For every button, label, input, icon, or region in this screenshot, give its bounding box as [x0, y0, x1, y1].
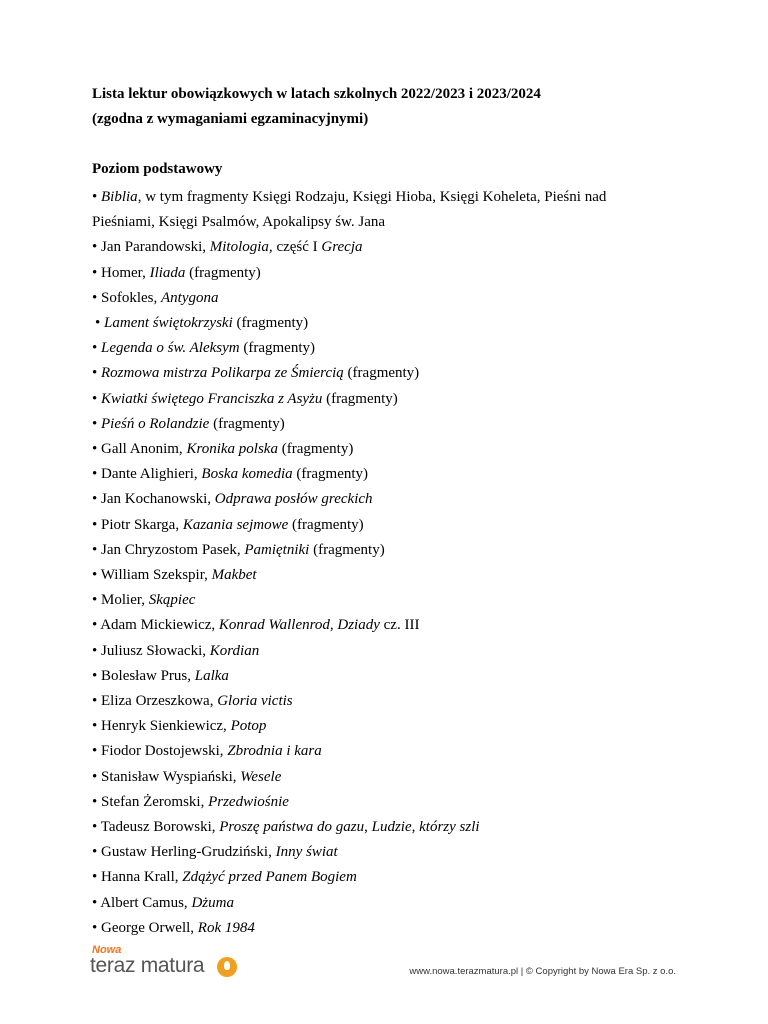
list-item — [92, 714, 692, 739]
list-bullet: • — [92, 844, 102, 861]
item-note: (fragmenty) — [277, 441, 354, 458]
list-bullet: • — [92, 919, 102, 936]
list-item — [92, 538, 692, 563]
item-title: Pieśń o Rolandzie — [101, 415, 210, 432]
list-bullet: • — [92, 592, 102, 609]
item-title: Makbet — [211, 567, 257, 584]
list-item — [92, 462, 692, 487]
list-item — [92, 664, 692, 689]
item-title: Kronika polska — [186, 441, 278, 458]
item-title: Odprawa posłów greckich — [214, 491, 373, 508]
item-title: Rozmowa mistrza Polikarpa ze Śmiercią — [101, 365, 344, 382]
item-title: Kordian — [209, 642, 260, 659]
item-author: Jan Parandowski, — [101, 239, 210, 256]
document-title: Lista lektur obowiązkowych w latach szkolnych 2022/2023 i 2023/2024 — [92, 86, 541, 102]
list-item — [92, 815, 692, 840]
item-title: Potop — [230, 718, 267, 735]
item-title: Lalka — [194, 667, 229, 684]
item-note: część I — [272, 239, 322, 256]
list-bullet: • — [92, 264, 102, 281]
item-note: (fragmenty) — [185, 264, 261, 281]
item-note: (fragmenty) — [288, 516, 364, 533]
list-bullet: • — [92, 415, 102, 432]
list-bullet: • — [92, 189, 102, 205]
item-note: (fragmenty) — [309, 541, 385, 558]
item-note: (fragmenty) — [292, 466, 369, 483]
item-author: Stanisław Wyspiański, — [101, 768, 241, 785]
list-item — [92, 765, 692, 790]
list-bullet: • — [92, 541, 102, 558]
list-bullet: • — [92, 743, 102, 760]
list-bullet: • — [92, 441, 102, 458]
item-note: (fragmenty) — [343, 365, 420, 382]
item-author: Gustaw Herling-Grudziński, — [101, 844, 276, 861]
item-title: Rok 1984 — [197, 919, 255, 936]
list-bullet: • — [92, 567, 101, 584]
list-bullet: • — [92, 819, 101, 836]
item-author: Tadeusz Borowski, — [100, 819, 220, 836]
item-title: Legenda o św. Aleksym — [101, 340, 240, 357]
list-bullet: • — [92, 869, 102, 886]
publisher-logo — [90, 944, 250, 984]
list-item — [92, 790, 692, 815]
list-item — [92, 336, 692, 361]
item-title: Zdążyć przed Panem Bogiem — [182, 869, 357, 886]
list-item — [92, 865, 692, 890]
item-note: (fragmenty) — [322, 390, 398, 407]
item-title: Lament świętokrzyski — [104, 315, 233, 332]
list-item — [92, 361, 692, 386]
logo-main-text: teraz matura — [90, 954, 205, 977]
item-title: Biblia — [101, 189, 138, 205]
item-title-second: Dziady — [337, 617, 380, 634]
logo-nowa-text: Nowa — [92, 944, 122, 956]
item-title: Pamiętniki — [244, 541, 310, 558]
list-item — [92, 563, 692, 588]
list-item — [92, 588, 692, 613]
item-author: Dante Alighieri, — [101, 466, 202, 483]
item-title: Zbrodnia i kara — [227, 743, 322, 760]
item-title-second: Grecja — [321, 239, 363, 256]
item-title: Kwiatki świętego Franciszka z Asyżu — [101, 390, 323, 407]
item-author: Jan Chryzostom Pasek, — [101, 541, 245, 558]
item-title: Skąpiec — [148, 592, 196, 609]
list-bullet: • — [92, 516, 102, 533]
list-bullet: • — [92, 390, 102, 407]
list-bullet: • — [92, 239, 102, 256]
list-bullet: • — [95, 315, 105, 332]
item-author: Piotr Skarga, — [101, 516, 183, 533]
item-title: Iliada — [149, 264, 186, 281]
item-note-second: cz. III — [379, 617, 420, 634]
item-author: William Szekspir, — [100, 567, 212, 584]
list-bullet: • — [92, 894, 101, 911]
list-bullet: • — [92, 793, 102, 810]
list-item — [92, 185, 652, 235]
list-item — [92, 311, 692, 336]
item-note: , — [364, 819, 372, 836]
reading-list — [92, 185, 692, 941]
item-author: Albert Camus, — [100, 894, 192, 911]
item-title: Mitologia, — [209, 239, 273, 256]
list-item — [92, 916, 692, 941]
lightbulb-icon — [217, 957, 237, 977]
list-item — [92, 513, 692, 538]
item-title: Dżuma — [191, 894, 234, 911]
item-title: Kazania sejmowe — [182, 516, 289, 533]
item-title: Przedwiośnie — [208, 793, 289, 810]
item-title: Boska komedia — [201, 466, 293, 483]
list-item — [92, 261, 692, 286]
item-author: Homer, — [101, 264, 150, 281]
list-item — [92, 639, 692, 664]
item-author: Bolesław Prus, — [101, 667, 195, 684]
footer-copyright: www.nowa.terazmatura.pl | © Copyright by Nowa Era Sp. z o.o. — [409, 966, 676, 977]
item-title: Konrad Wallenrod — [218, 617, 330, 634]
item-author: Eliza Orzeszkowa, — [101, 693, 218, 710]
list-item — [92, 412, 692, 437]
item-author: Henryk Sienkiewicz, — [101, 718, 231, 735]
list-item — [92, 689, 692, 714]
list-bullet: • — [92, 617, 101, 634]
section-heading: Poziom podstawowy — [92, 161, 223, 177]
list-bullet: • — [92, 466, 102, 483]
item-note: (fragmenty) — [239, 340, 315, 357]
item-author: Sofokles, — [101, 289, 162, 306]
item-author: Jan Kochanowski, — [101, 491, 215, 508]
item-author: Fiodor Dostojewski, — [101, 743, 228, 760]
list-bullet: • — [92, 289, 102, 306]
item-author: Adam Mickiewicz, — [100, 617, 219, 634]
list-item — [92, 840, 692, 865]
list-bullet: • — [92, 693, 102, 710]
list-item — [92, 286, 692, 311]
item-author: George Orwell, — [101, 919, 198, 936]
list-bullet: • — [92, 768, 102, 785]
item-title-second: Ludzie, którzy szli — [371, 819, 480, 836]
list-item — [92, 891, 692, 916]
list-bullet: • — [92, 667, 102, 684]
item-author: Hanna Krall, — [101, 869, 183, 886]
list-bullet: • — [92, 642, 102, 659]
list-item — [92, 487, 692, 512]
list-item — [92, 613, 692, 638]
list-item — [92, 739, 692, 764]
item-note: (fragmenty) — [209, 415, 285, 432]
list-bullet: • — [92, 365, 102, 382]
item-title: Gloria victis — [217, 693, 293, 710]
list-item — [92, 235, 692, 260]
list-bullet: • — [92, 718, 102, 735]
item-author: Molier, — [101, 592, 149, 609]
item-title: Wesele — [240, 768, 282, 785]
item-author: Stefan Żeromski, — [101, 793, 209, 810]
item-note: , w tym fragmenty Księgi Rodzaju, Księgi Hioba, Księgi Koheleta, Pieśni nad Pieśniami, Księgi Psalmów, Apokalipsy św. Jana — [92, 189, 607, 231]
list-item — [92, 437, 692, 462]
item-author: Gall Anonim, — [101, 441, 187, 458]
list-bullet: • — [92, 340, 102, 357]
item-title: Proszę państwa do gazu — [219, 819, 365, 836]
item-note: , — [329, 617, 338, 634]
list-bullet: • — [92, 491, 102, 508]
item-title: Inny świat — [275, 844, 338, 861]
item-title: Antygona — [161, 289, 219, 306]
document-subtitle: (zgodna z wymaganiami egzaminacyjnymi) — [92, 111, 369, 127]
list-item — [92, 387, 692, 412]
item-note: (fragmenty) — [232, 315, 309, 332]
item-author: Juliusz Słowacki, — [101, 642, 210, 659]
